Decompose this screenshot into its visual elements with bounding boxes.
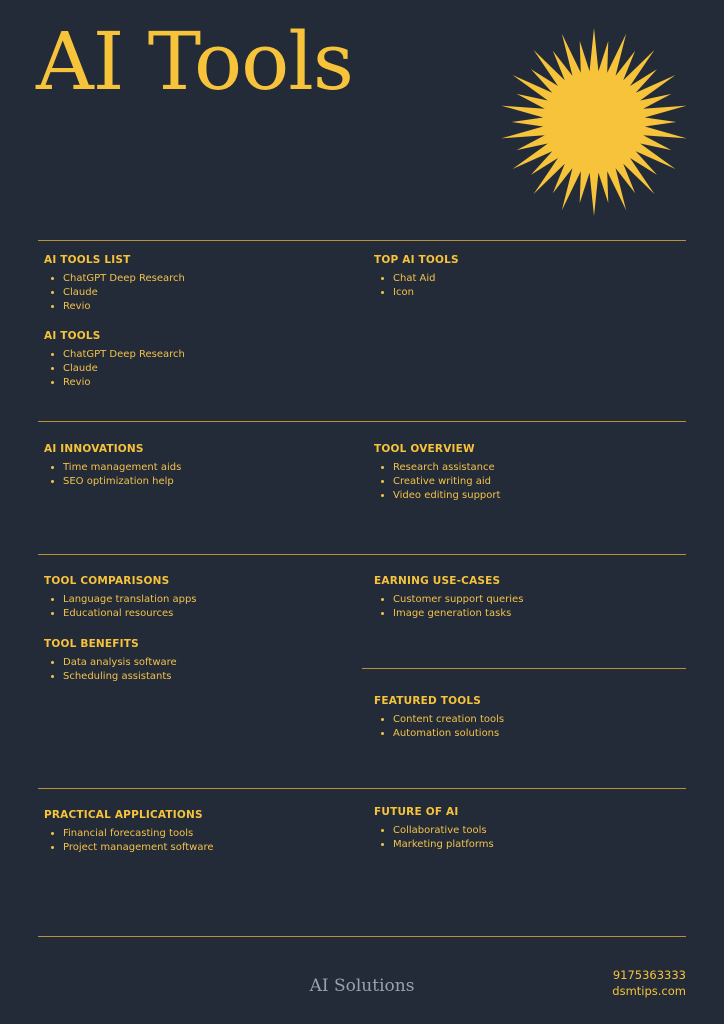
section-heading: PRACTICAL APPLICATIONS xyxy=(44,809,203,821)
section-featured-tools xyxy=(374,695,504,741)
bullet-list xyxy=(374,824,494,852)
divider xyxy=(38,240,686,241)
list-item: Revio xyxy=(63,300,185,314)
footer-brand: AI Solutions xyxy=(309,976,415,996)
section-heading: FUTURE OF AI xyxy=(374,806,459,818)
bullet-list xyxy=(44,656,177,684)
section-ai-innovations xyxy=(44,443,181,489)
section-tool-benefits xyxy=(44,638,177,684)
sun-icon xyxy=(496,24,692,220)
section-heading: AI TOOLS LIST xyxy=(44,254,131,266)
list-item: Collaborative tools xyxy=(393,824,494,838)
list-item: Automation solutions xyxy=(393,727,504,741)
list-item: Educational resources xyxy=(63,607,197,621)
list-item: Creative writing aid xyxy=(393,475,500,489)
section-heading: AI INNOVATIONS xyxy=(44,443,144,455)
bullet-list xyxy=(374,461,500,502)
list-item: Content creation tools xyxy=(393,714,505,725)
divider xyxy=(38,936,686,937)
section-ai-tools xyxy=(44,330,185,389)
page-title: AI Tools xyxy=(36,15,353,108)
bullet-list xyxy=(44,827,214,855)
section-heading: AI TOOLS xyxy=(44,330,101,342)
contact-info xyxy=(612,967,686,999)
bullet-list xyxy=(44,461,181,489)
list-item: Financial forecasting tools xyxy=(63,827,214,841)
section-tool-overview xyxy=(374,443,500,502)
list-item: Language translation apps xyxy=(63,594,197,605)
bullet-list xyxy=(374,713,504,741)
list-item: Claude xyxy=(63,286,185,300)
divider xyxy=(38,554,686,555)
list-item: Claude xyxy=(63,362,185,376)
list-item: ChatGPT Deep Research xyxy=(63,349,185,360)
divider xyxy=(38,788,686,789)
section-future-of-ai xyxy=(374,806,494,852)
section-heading: TOOL COMPARISONS xyxy=(44,575,170,587)
list-item: Video editing support xyxy=(393,489,501,501)
list-item: Marketing platforms xyxy=(393,838,494,850)
list-item: Customer support queries xyxy=(393,594,524,605)
section-tool-comparisons xyxy=(44,575,197,621)
divider xyxy=(38,421,686,422)
list-item: Research assistance xyxy=(393,461,500,475)
section-heading: EARNING USE-CASES xyxy=(374,575,501,587)
list-item: Time management aids xyxy=(63,462,182,473)
sun-core xyxy=(545,73,643,171)
section-top-ai-tools xyxy=(374,254,459,300)
section-heading: TOOL BENEFITS xyxy=(44,638,139,650)
section-practical-applications xyxy=(44,809,214,855)
list-item: Data analysis software xyxy=(63,657,177,668)
website-link[interactable]: dsmtips.com xyxy=(612,984,686,998)
list-item: Revio xyxy=(63,376,185,390)
section-heading: TOOL OVERVIEW xyxy=(374,443,475,455)
list-item: Scheduling assistants xyxy=(63,670,177,684)
list-item: Project management software xyxy=(63,841,214,853)
section-earning-use-cases xyxy=(374,575,523,621)
section-ai-tools-list xyxy=(44,254,185,313)
list-item: Icon xyxy=(393,286,459,300)
list-item: Image generation tasks xyxy=(393,607,523,621)
list-item: SEO optimization help xyxy=(63,475,181,489)
section-heading: FEATURED TOOLS xyxy=(374,695,482,707)
list-item: ChatGPT Deep Research xyxy=(63,273,185,284)
bullet-list xyxy=(44,348,185,389)
bullet-list xyxy=(374,593,523,621)
phone-number[interactable]: 9175363333 xyxy=(612,968,686,982)
bullet-list xyxy=(374,272,459,300)
divider xyxy=(362,668,686,669)
bullet-list xyxy=(44,272,185,313)
section-heading: TOP AI TOOLS xyxy=(374,254,459,266)
list-item: Chat Aid xyxy=(393,272,459,286)
bullet-list xyxy=(44,593,197,621)
